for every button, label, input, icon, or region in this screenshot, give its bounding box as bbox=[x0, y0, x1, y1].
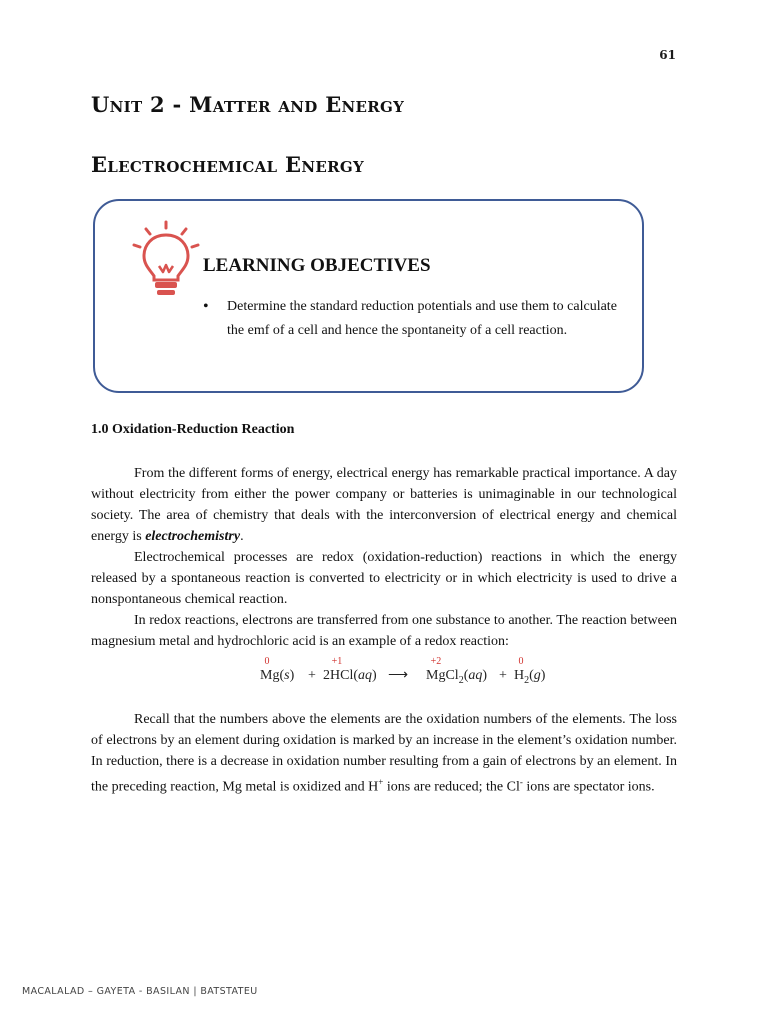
equation-line: Mg(s) + 2HCl(aq) ⟶ MgCl$_2$(aq) + $H_2(g)$ bbox=[260, 668, 546, 686]
paragraph-redox-example: In redox reactions, electrons are transferred from one substance to another. The reaction between magnesium metal and hydrochloric acid is an example of a redox reaction: bbox=[91, 613, 677, 649]
eq-plus-1: + bbox=[308, 668, 316, 683]
eq-mg: Mg bbox=[260, 668, 280, 683]
paragraph-intro-text: From the different forms of energy, electrical energy has remarkable practical importance. A day without electricity from either the power company or batteries is unimaginable in our technological society. The area of chemistry that deals with the interconversion of electrical energy and chemical energy is bbox=[91, 466, 677, 544]
body-text-block bbox=[91, 463, 677, 652]
lightbulb-icon bbox=[130, 220, 202, 298]
eq-h2-sub: 2 bbox=[524, 675, 530, 686]
redox-equation bbox=[260, 654, 560, 686]
h-ion-charge: + bbox=[378, 777, 384, 787]
learning-objectives-heading: LEARNING OBJECTIVES bbox=[203, 255, 431, 276]
eq-mgcl: MgCl bbox=[426, 668, 459, 683]
eq-h2-state: g bbox=[533, 668, 541, 683]
paragraph-intro bbox=[91, 463, 677, 547]
paragraph-oxidation-text-a: Recall that the numbers above the elements are the oxidation numbers of the elements. The loss of electrons by an element during oxidation is marked by an increase in the element’s oxidation number. In reduction, there is a decrease in oxidation number resulting from a gain of electrons by an element. In the preceding reaction, Mg metal is oxidized and H bbox=[91, 712, 677, 795]
oxidation-numbers bbox=[265, 656, 524, 667]
oxidation-number-h2: 0 bbox=[518, 656, 524, 667]
paragraph-redox-processes: Electrochemical processes are redox (oxidation-reduction) reactions in which the energy released by a spontaneous reaction is converted to electricity or in which electricity is used to drive a nonspontaneous chemical reaction. bbox=[91, 550, 677, 607]
section-heading: 1.0 Oxidation-Reduction Reaction bbox=[91, 422, 295, 437]
objective-item: • Determine the standard reduction potentials and use them to calculate the emf of a cell and hence the spontaneity of a cell reaction. bbox=[203, 295, 633, 342]
paragraph-oxidation-numbers bbox=[91, 709, 677, 798]
eq-arrow: ⟶ bbox=[388, 668, 409, 683]
eq-mgcl-state: aq bbox=[468, 668, 483, 683]
paragraph-intro-end: . bbox=[240, 529, 244, 544]
eq-h2: H bbox=[514, 668, 525, 683]
cl-ion-charge: - bbox=[519, 777, 523, 787]
unit-title: Unit 2 - Matter and Energy bbox=[91, 92, 405, 117]
paragraph-oxidation-text-b: ions are reduced; the Cl bbox=[383, 779, 520, 795]
oxidation-number-h: +1 bbox=[331, 656, 343, 667]
eq-plus-2: + bbox=[499, 668, 507, 683]
eq-hcl: 2HCl bbox=[323, 668, 354, 683]
oxidation-number-mgcl2: +2 bbox=[430, 656, 442, 667]
eq-mgcl-sub: 2 bbox=[458, 675, 464, 686]
objectives-list bbox=[203, 295, 633, 342]
body-text-block-2 bbox=[91, 709, 677, 798]
page-footer: MACALALAD – GAYETA - BASILAN | BATSTATEU bbox=[22, 986, 258, 997]
paragraph-oxidation-text-c: ions are spectator ions. bbox=[522, 779, 655, 795]
page-number: 61 bbox=[659, 48, 676, 62]
eq-hcl-state: aq bbox=[358, 668, 373, 683]
oxidation-number-mg: 0 bbox=[264, 656, 270, 667]
section-title: Electrochemical Energy bbox=[91, 152, 364, 177]
eq-mg-state: s bbox=[284, 668, 290, 683]
term-electrochemistry: electrochemistry bbox=[145, 529, 241, 544]
